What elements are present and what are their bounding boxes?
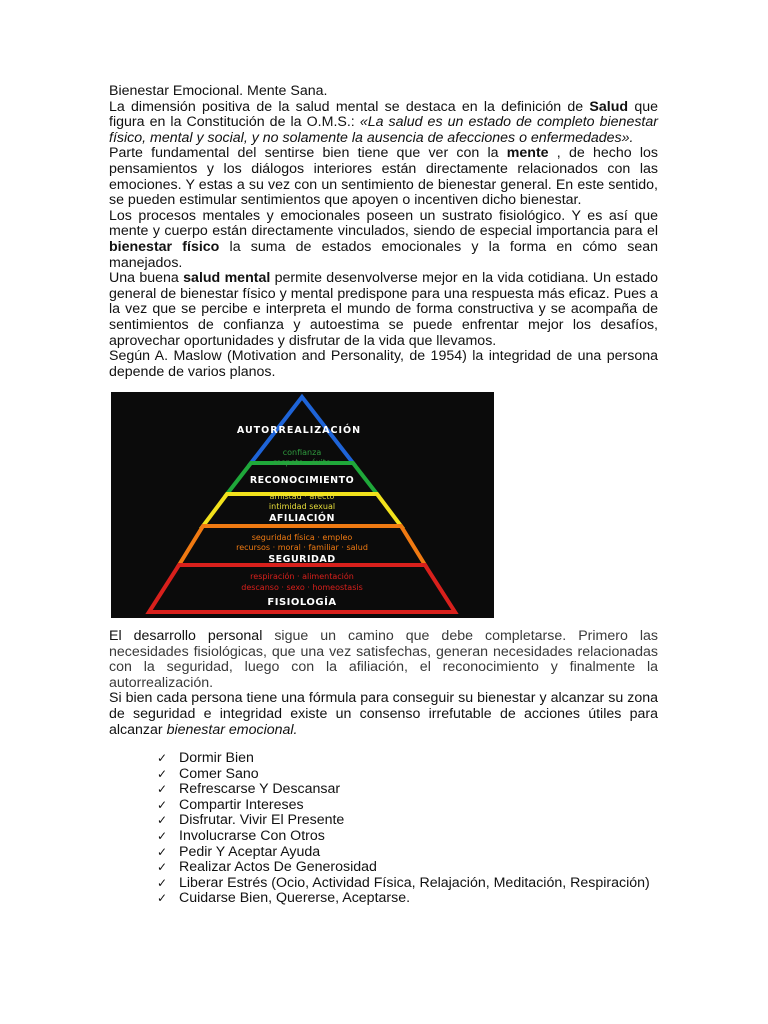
list-item: ✓ Disfrutar. Vivir El Presente [157,812,345,829]
paragraph-6: El desarrollo personal sigue un camino que debe completarse. Primero las necesidades fisiológicas, que una vez satisfechas, generan necesidades relacionadas con la seguridad, luego con la afiliación, el reconocimiento y finalmente la autorrealización. [109,628,658,691]
list-item: ✓ Involucrarse Con Otros [157,827,325,844]
checkmark-icon: ✓ [157,891,168,906]
paragraph-7: Si bien cada persona tiene una fórmula para conseguir su bienestar y alcanzar su zona de seguridad e integridad existe un consenso irrefutable de acciones útiles para alcanzar bienestar emocional. [109,690,658,738]
checkmark-icon: ✓ [157,860,168,875]
list-item: ✓ Compartir Intereses [157,796,304,813]
maslow-pyramid-image [111,392,494,618]
paragraph-3: Los procesos mentales y emocionales poseen un sustrato fisiológico. Y es así que mente y cuerpo están directamente vinculados, siendo de especial importancia para el bienestar físico la suma de estados emocionales y la forma en cómo sean manejados. [109,207,658,271]
checkmark-icon: ✓ [157,766,168,781]
pyramid-detail-level-3-line-2: intimidad sexual [268,502,336,511]
pyramid-detail-level-2-line-2: respeto · éxito [273,458,331,467]
pyramid-detail-level-5-line-1: respiración · alimentación [250,572,354,581]
paragraph-5: Según A. Maslow (Motivation and Personality, de 1954) la integridad de una persona depende de varios planos. [109,348,658,380]
pyramid-title-level-2: RECONOCIMIENTO [249,475,355,486]
list-item: ✓ Dormir Bien [157,750,254,766]
document-title: Bienestar Emocional. Mente Sana. [109,83,328,99]
pyramid-detail-level-3-line-1: amistad · afecto [269,492,335,501]
text-block-bottom [109,629,658,738]
list-item: ✓ Liberar Estrés (Ocio, Actividad Física, Relajación, Meditación, Respiración) [157,874,650,891]
actions-checklist [157,751,650,907]
pyramid-detail-level-5-line-2: descanso · sexo · homeostasis [241,583,363,592]
pyramid-detail-level-4-line-2: recursos · moral · familiar · salud [236,543,368,552]
list-item: ✓ Refrescarse Y Descansar [157,781,341,798]
paragraph-1: La dimensión positiva de la salud mental se destaca en la definición de Salud que figura en la Constitución de la O.M.S.: «La salud es un estado de completo bienestar físico, mental y social, y no solamente la ausencia de afecciones o enfermedades». [109,98,658,146]
pyramid-title-level-4: SEGURIDAD [268,554,336,565]
pyramid-title-level-5: FISIOLOGÍA [267,597,337,608]
checkmark-icon: ✓ [157,828,168,843]
checkmark-icon: ✓ [157,813,168,828]
pyramid-title-level-3: AFILIACIÓN [269,513,335,524]
list-item: ✓ Comer Sano [157,765,259,782]
pyramid-svg [111,392,494,618]
checkmark-icon: ✓ [157,782,168,797]
paragraph-2: Parte fundamental del sentirse bien tiene que ver con la mente , de hecho los pensamientos y los diálogos interiores están directamente relacionados con las emociones. Y estas a su vez con un sentimiento de bienestar general. En este sentido, se pueden estimular sentimientos que apoyen o incentiven dicho bienestar. [109,145,659,209]
pyramid-title-level-1: AUTORREALIZACIÓN [236,425,362,436]
checkmark-icon: ✓ [157,875,168,890]
checkmark-icon: ✓ [157,751,168,765]
list-item: ✓ Realizar Actos De Generosidad [157,859,377,876]
checkmark-icon: ✓ [157,797,168,812]
list-item: ✓ Cuidarse Bien, Quererse, Aceptarse. [157,890,411,907]
pyramid-detail-level-4-line-1: seguridad física · empleo [251,533,353,542]
pyramid-detail-level-2-line-1: confianza [282,448,322,457]
paragraph-4: Una buena salud mental permite desenvolverse mejor en la vida cotidiana. Un estado general de bienestar físico y mental predispone para una respuesta más eficaz. Pues a la vez que se percibe e interpreta el mundo de forma constructiva y se acompaña de sentimientos de confianza y autoestima se puede enfrentar mejor los desafíos, aprovechar oportunidades y disfrutar de la vida que llevamos. [109,270,658,349]
text-block-top [109,84,658,380]
list-item: ✓ Pedir Y Aceptar Ayuda [157,843,321,860]
checkmark-icon: ✓ [157,844,168,859]
